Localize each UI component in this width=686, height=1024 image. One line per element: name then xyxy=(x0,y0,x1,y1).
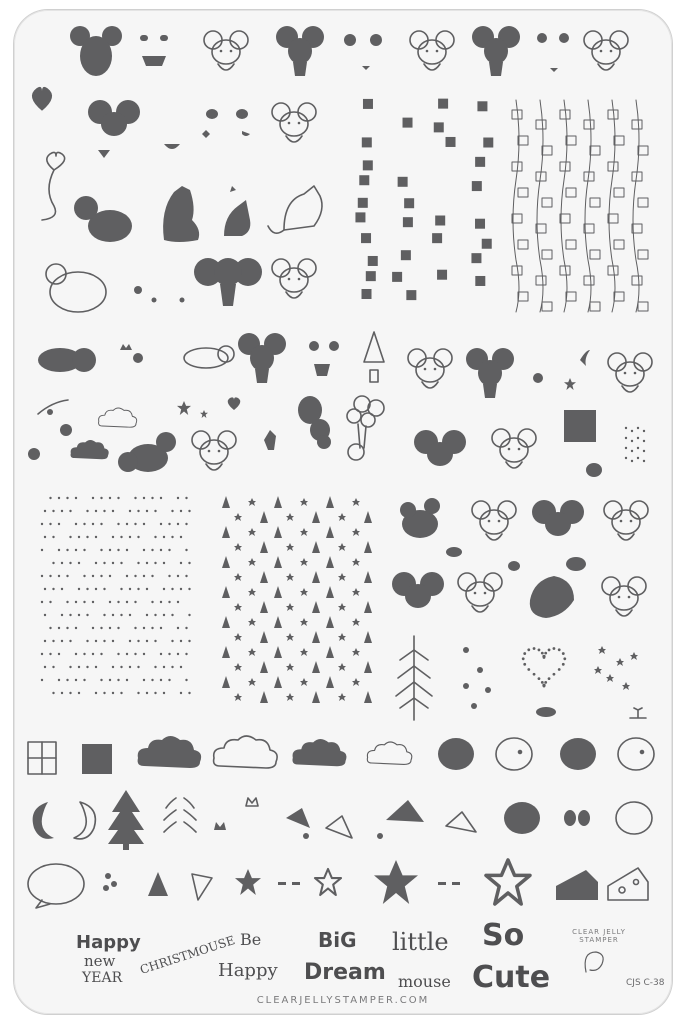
leaf-icon xyxy=(446,547,586,571)
word-happy-2: Happy xyxy=(218,960,278,981)
star-icon xyxy=(564,378,576,390)
tree-icon xyxy=(108,790,144,850)
stars-icon xyxy=(594,646,638,690)
website-footer: CLEARJELLYSTAMPER.COM xyxy=(256,995,430,1006)
mouse-outline-icon xyxy=(408,349,452,388)
pizza-icon xyxy=(192,874,212,900)
star-outline-icon xyxy=(315,869,341,895)
cloud-outline-icon xyxy=(99,408,137,427)
cloud-icon xyxy=(138,736,202,768)
bird-outline-icon xyxy=(618,738,654,770)
mouse-outline-icon xyxy=(410,31,454,70)
star-icon xyxy=(374,860,418,904)
cheese-outline-icon xyxy=(446,812,476,832)
mouse-nose-icon xyxy=(98,150,110,158)
crown-icon xyxy=(214,822,226,830)
mouse-face-icon xyxy=(140,35,168,66)
mouse-outline-icon xyxy=(204,31,248,70)
mouse-ears-icon xyxy=(344,34,382,70)
dot-icon xyxy=(134,286,185,303)
mouse-standing-icon xyxy=(163,186,199,242)
mouse-lying-icon xyxy=(74,196,132,242)
star-icon xyxy=(177,401,191,415)
mouse-lying-icon xyxy=(38,348,96,372)
brand-seal: CLEAR JELLY STAMPER xyxy=(572,928,626,944)
confetti-pattern xyxy=(355,99,493,300)
presents-pattern xyxy=(512,100,648,312)
tree-lines-icon xyxy=(164,798,196,832)
word-so: So xyxy=(482,918,525,953)
cloud-icon xyxy=(292,739,346,766)
mouse-silhouette-icon xyxy=(530,576,574,618)
mouse-silhouette-icon xyxy=(194,258,262,306)
cheese-outline-icon xyxy=(608,868,648,900)
crescent-icon xyxy=(580,350,590,366)
tree-icon xyxy=(364,332,384,382)
mouse-outline-icon xyxy=(192,431,236,470)
bird-icon xyxy=(560,738,596,770)
stamping-plate xyxy=(14,10,672,1014)
star-icon xyxy=(235,869,261,895)
shooting-star-icon xyxy=(38,400,68,414)
dot-icon xyxy=(586,463,602,477)
mouse-outline-icon xyxy=(458,573,502,612)
bird-icon xyxy=(504,802,540,834)
mouse-head-icon xyxy=(414,430,466,466)
mouse-side-icon xyxy=(224,186,250,236)
dot-icon xyxy=(533,373,543,383)
mouse-balloons-icon xyxy=(347,396,384,460)
bird-outline-icon xyxy=(496,738,532,770)
mouse-sleeping-icon xyxy=(46,264,106,312)
cheese-outline-icon xyxy=(326,816,352,838)
heart-icon xyxy=(32,87,52,111)
word-new: new xyxy=(84,952,116,970)
mouse-outline-icon xyxy=(604,501,648,540)
bird-icon xyxy=(438,738,474,770)
pine-branch-icon xyxy=(396,636,432,720)
mouse-ears-icon xyxy=(537,33,569,72)
mouse-head-icon xyxy=(532,500,584,536)
mouse-silhouette-icon xyxy=(70,26,122,76)
dots-icon xyxy=(625,427,645,462)
heart-balloon-icon xyxy=(42,152,65,220)
dots-icon xyxy=(103,873,117,891)
cheese-wedge-icon xyxy=(377,800,424,839)
mouse-eyes-icon xyxy=(164,109,250,149)
word-happy: Happy xyxy=(76,932,141,953)
dotted-heart-icon xyxy=(522,647,566,687)
plate-artwork xyxy=(14,10,672,1014)
word-be: Be xyxy=(240,930,262,949)
ornaments-icon xyxy=(463,647,491,709)
mouse-silhouette-icon xyxy=(276,26,324,76)
speech-bubble-icon xyxy=(28,864,84,908)
mouse-head-icon xyxy=(88,100,140,136)
mouse-lying-outline-icon xyxy=(184,346,234,368)
mouse-outline-icon xyxy=(608,353,652,392)
word-little: little xyxy=(392,928,449,956)
present-icon xyxy=(28,742,56,774)
word-mouse: mouse xyxy=(398,972,451,991)
mouse-lying-icon xyxy=(400,498,440,538)
mouse-outline-icon xyxy=(272,103,316,142)
trees-stars-pattern xyxy=(222,496,372,703)
mouse-outline-icon xyxy=(272,259,316,298)
cloud-outline-icon xyxy=(214,736,278,768)
mouse-sitting-icon xyxy=(118,432,176,472)
word-dream: Dream xyxy=(304,960,386,985)
mouse-silhouette-icon xyxy=(238,333,286,383)
crown-outline-icon xyxy=(246,798,258,806)
plate-code: CJS C-38 xyxy=(626,978,665,988)
mouse-head-icon xyxy=(392,572,444,608)
moon-outline-icon xyxy=(74,802,95,839)
bird-outline-icon xyxy=(616,802,652,834)
star-icon xyxy=(200,410,208,418)
star-outline-icon xyxy=(486,860,530,904)
mouse-ears-icon xyxy=(309,341,339,376)
balloon-icon xyxy=(298,396,331,449)
word-christmouse: CHRISTMOUSE xyxy=(138,933,237,977)
dotted-lines-pattern xyxy=(41,497,191,694)
mouse-outline-icon xyxy=(602,577,646,616)
square-icon xyxy=(564,410,596,442)
mouse-outline-icon xyxy=(584,31,628,70)
leaf-icon xyxy=(564,810,590,826)
mouse-outline-icon xyxy=(492,429,536,468)
triangle-icon xyxy=(148,872,168,896)
dash-icon xyxy=(278,882,300,885)
cloud-outline-icon xyxy=(367,742,411,764)
dash-icon xyxy=(438,882,460,885)
mouse-outline-icon xyxy=(268,186,322,233)
word-big: BiG xyxy=(318,928,357,952)
square-icon xyxy=(82,744,112,774)
seal-swirl-icon xyxy=(576,942,616,982)
mouse-silhouette-icon xyxy=(472,26,520,76)
moon-icon xyxy=(33,802,54,839)
cheese-icon xyxy=(556,870,598,900)
mouse-silhouette-icon xyxy=(466,348,514,398)
word-year: YEAR xyxy=(82,970,123,986)
present-icon xyxy=(630,708,646,718)
mouse-small-icon xyxy=(264,430,276,450)
dot-icon xyxy=(28,409,72,460)
mouse-outline-icon xyxy=(472,501,516,540)
crown-icon xyxy=(120,344,143,363)
heart-icon xyxy=(228,397,241,410)
word-cute: Cute xyxy=(472,960,551,995)
cheese-wedge-icon xyxy=(286,808,310,839)
cloud-icon xyxy=(71,440,109,459)
leaf-icon xyxy=(536,707,556,717)
